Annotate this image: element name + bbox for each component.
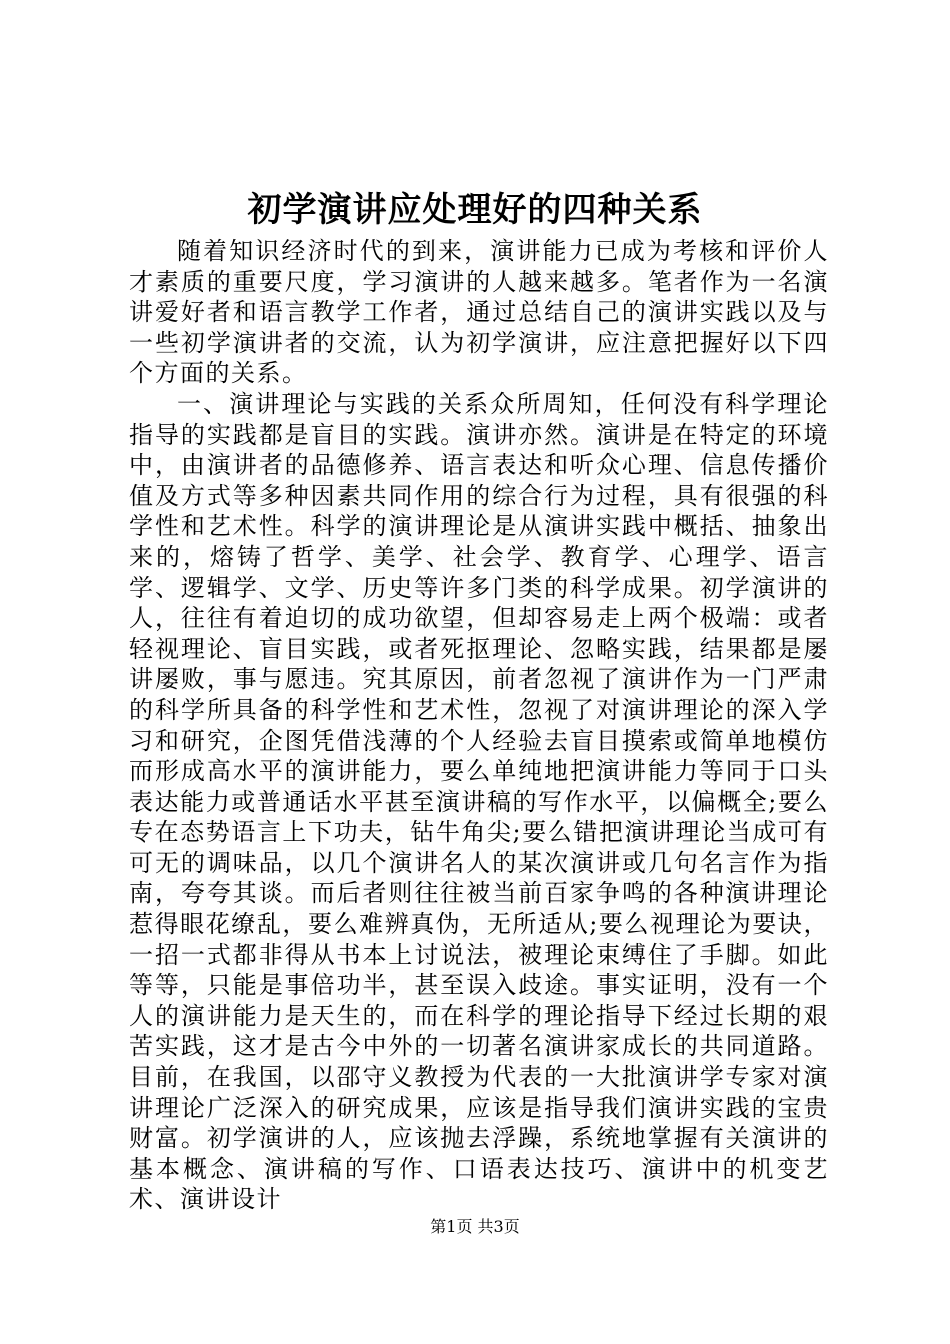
page-footer: 第1页 共3页 [430, 1217, 520, 1236]
document-body [129, 236, 829, 1215]
paragraph-intro: 随着知识经济时代的到来，演讲能力已成为考核和评价人才素质的重要尺度，学习演讲的人越来越多。笔者作为一名演讲爱好者和语言教学工作者，通过总结自己的演讲实践以及与一些初学演讲者的交流，认为初学演讲，应注意把握好以下四个方面的关系。 [129, 237, 829, 388]
document-title: 初学演讲应处理好的四种关系 [247, 190, 703, 230]
paragraph-section-one: 一、演讲理论与实践的关系众所周知，任何没有科学理论指导的实践都是盲目的实践。演讲亦然。演讲是在特定的环境中，由演讲者的品德修养、语言表达和听众心理、信息传播价值及方式等多种因素共同作用的综合行为过程，具有很强的科学性和艺术性。科学的演讲理论是从演讲实践中概括、抽象出来的，熔铸了哲学、美学、社会学、教育学、心理学、语言学、逻辑学、文学、历史等许多门类的科学成果。初学演讲的人，往往有着迫切的成功欲望，但却容易走上两个极端：或者轻视理论、盲目实践，或者死抠理论、忽略实践，结果都是屡讲屡败，事与愿违。究其原因，前者忽视了演讲作为一门严肃的科学所具备的科学性和艺术性，忽视了对演讲理论的深入学习和研究，企图凭借浅薄的个人经验去盲目摸索或简单地模仿而形成高水平的演讲能力，要么单纯地把演讲能力等同于口头表达能力或普通话水平甚至演讲稿的写作水平，以偏概全;要么专在态势语言上下功夫，钻牛角尖;要么错把演讲理论当成可有可无的调味品，以几个演讲名人的某次演讲或几句名言作为指南，夸夸其谈。而后者则往往被当前百家争鸣的各种演讲理论惹得眼花缭乱，要么难辨真伪，无所适从;要么视理论为要诀，一招一式都非得从书本上讨说法，被理论束缚住了手脚。如此等等，只能是事倍功半，甚至误入歧途。事实证明，没有一个人的演讲能力是天生的，而在科学的理论指导下经过长期的艰苦实践，这才是古今中外的一切著名演讲家成长的共同道路。目前，在我国，以邵守义教授为代表的一大批演讲学专家对演讲理论广泛深入的研究成果，应该是指导我们演讲实践的宝贵财富。初学演讲的人，应该抛去浮躁，系统地掌握有关演讲的基本概念、演讲稿的写作、口语表达技巧、演讲中的机变艺术、演讲设计 [129, 389, 829, 1214]
